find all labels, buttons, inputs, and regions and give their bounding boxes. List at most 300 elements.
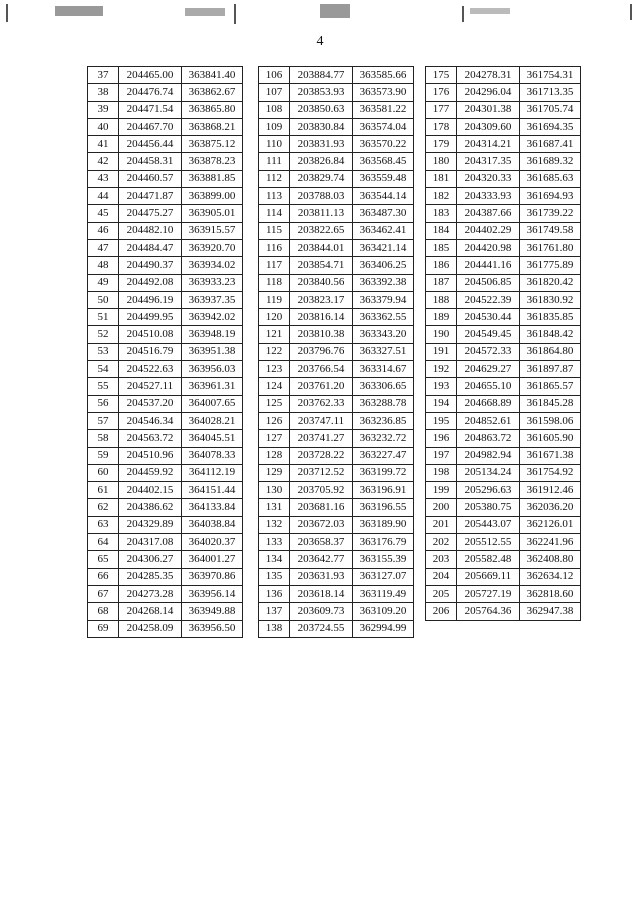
table-row — [88, 170, 243, 187]
x-coordinate-cell: 203658.37 — [290, 534, 353, 551]
x-coordinate-cell: 204320.33 — [457, 170, 520, 187]
point-number-cell: 39 — [88, 101, 119, 118]
table-row — [259, 170, 414, 187]
x-coordinate-cell: 204386.62 — [119, 499, 182, 516]
point-number-cell: 126 — [259, 412, 290, 429]
x-coordinate-cell: 204459.92 — [119, 464, 182, 481]
y-coordinate-cell: 362241.96 — [520, 534, 581, 551]
x-coordinate-cell: 204456.44 — [119, 136, 182, 153]
point-number-cell: 45 — [88, 205, 119, 222]
point-number-cell: 57 — [88, 412, 119, 429]
point-number-cell: 179 — [426, 136, 457, 153]
table-row — [259, 378, 414, 395]
y-coordinate-cell: 363559.48 — [353, 170, 414, 187]
y-coordinate-cell: 363585.66 — [353, 67, 414, 84]
y-coordinate-cell: 364028.21 — [182, 412, 243, 429]
scan-artifacts — [0, 0, 640, 28]
table-row — [259, 153, 414, 170]
point-number-cell: 131 — [259, 499, 290, 516]
point-number-cell: 53 — [88, 343, 119, 360]
y-coordinate-cell: 363127.07 — [353, 568, 414, 585]
point-number-cell: 199 — [426, 482, 457, 499]
table-row — [426, 222, 581, 239]
x-coordinate-cell: 204301.38 — [457, 101, 520, 118]
x-coordinate-cell: 204314.21 — [457, 136, 520, 153]
point-number-cell: 124 — [259, 378, 290, 395]
table-row — [259, 136, 414, 153]
x-coordinate-cell: 204506.85 — [457, 274, 520, 291]
point-number-cell: 107 — [259, 84, 290, 101]
y-coordinate-cell: 363327.51 — [353, 343, 414, 360]
table-row — [88, 395, 243, 412]
point-number-cell: 116 — [259, 239, 290, 256]
x-coordinate-cell: 203609.73 — [290, 603, 353, 620]
x-coordinate-cell: 205443.07 — [457, 516, 520, 533]
y-coordinate-cell: 363379.94 — [353, 291, 414, 308]
y-coordinate-cell: 364112.19 — [182, 464, 243, 481]
y-coordinate-cell: 363232.72 — [353, 430, 414, 447]
x-coordinate-cell: 203823.17 — [290, 291, 353, 308]
y-coordinate-cell: 361605.90 — [520, 430, 581, 447]
table-row — [426, 84, 581, 101]
point-number-cell: 178 — [426, 118, 457, 135]
y-coordinate-cell: 363899.00 — [182, 188, 243, 205]
table-row — [426, 361, 581, 378]
table-row — [426, 464, 581, 481]
table-row — [88, 551, 243, 568]
x-coordinate-cell: 204522.63 — [119, 361, 182, 378]
y-coordinate-cell: 364038.84 — [182, 516, 243, 533]
x-coordinate-cell: 203796.76 — [290, 343, 353, 360]
y-coordinate-cell: 363868.21 — [182, 118, 243, 135]
x-coordinate-cell: 205296.63 — [457, 482, 520, 499]
y-coordinate-cell: 363544.14 — [353, 188, 414, 205]
x-coordinate-cell: 204278.31 — [457, 67, 520, 84]
y-coordinate-cell: 363196.91 — [353, 482, 414, 499]
y-coordinate-cell: 363937.35 — [182, 291, 243, 308]
y-coordinate-cell: 361754.31 — [520, 67, 581, 84]
y-coordinate-cell: 363956.14 — [182, 585, 243, 602]
x-coordinate-cell: 204402.29 — [457, 222, 520, 239]
table-row — [259, 67, 414, 84]
x-coordinate-cell: 204484.47 — [119, 239, 182, 256]
coordinates-table-2 — [258, 66, 414, 638]
point-number-cell: 65 — [88, 551, 119, 568]
point-number-cell: 49 — [88, 274, 119, 291]
point-number-cell: 112 — [259, 170, 290, 187]
table-row — [426, 603, 581, 620]
y-coordinate-cell: 361775.89 — [520, 257, 581, 274]
point-number-cell: 122 — [259, 343, 290, 360]
y-coordinate-cell: 363392.38 — [353, 274, 414, 291]
x-coordinate-cell: 204499.95 — [119, 309, 182, 326]
x-coordinate-cell: 204420.98 — [457, 239, 520, 256]
y-coordinate-cell: 363288.78 — [353, 395, 414, 412]
table-row — [88, 568, 243, 585]
y-coordinate-cell: 363421.14 — [353, 239, 414, 256]
x-coordinate-cell: 204402.15 — [119, 482, 182, 499]
point-number-cell: 127 — [259, 430, 290, 447]
point-number-cell: 48 — [88, 257, 119, 274]
x-coordinate-cell: 204572.33 — [457, 343, 520, 360]
point-number-cell: 123 — [259, 361, 290, 378]
y-coordinate-cell: 364007.65 — [182, 395, 243, 412]
point-number-cell: 118 — [259, 274, 290, 291]
table-row — [259, 499, 414, 516]
point-number-cell: 56 — [88, 395, 119, 412]
table-row — [426, 430, 581, 447]
table-row — [259, 326, 414, 343]
table-row — [426, 239, 581, 256]
point-number-cell: 41 — [88, 136, 119, 153]
x-coordinate-cell: 204982.94 — [457, 447, 520, 464]
y-coordinate-cell: 363343.20 — [353, 326, 414, 343]
point-number-cell: 198 — [426, 464, 457, 481]
x-coordinate-cell: 203853.93 — [290, 84, 353, 101]
table-row — [426, 153, 581, 170]
y-coordinate-cell: 362994.99 — [353, 620, 414, 637]
x-coordinate-cell: 204460.57 — [119, 170, 182, 187]
x-coordinate-cell: 204273.28 — [119, 585, 182, 602]
table-row — [259, 205, 414, 222]
x-coordinate-cell: 203761.20 — [290, 378, 353, 395]
x-coordinate-cell: 203618.14 — [290, 585, 353, 602]
y-coordinate-cell: 363933.23 — [182, 274, 243, 291]
y-coordinate-cell: 361864.80 — [520, 343, 581, 360]
y-coordinate-cell: 361687.41 — [520, 136, 581, 153]
y-coordinate-cell: 363915.57 — [182, 222, 243, 239]
y-coordinate-cell: 363236.85 — [353, 412, 414, 429]
table-row — [426, 326, 581, 343]
point-number-cell: 60 — [88, 464, 119, 481]
table-row — [426, 170, 581, 187]
x-coordinate-cell: 204285.35 — [119, 568, 182, 585]
table-row — [88, 620, 243, 637]
point-number-cell: 177 — [426, 101, 457, 118]
point-number-cell: 200 — [426, 499, 457, 516]
x-coordinate-cell: 205134.24 — [457, 464, 520, 481]
x-coordinate-cell: 203810.38 — [290, 326, 353, 343]
y-coordinate-cell: 363199.72 — [353, 464, 414, 481]
y-coordinate-cell: 363155.39 — [353, 551, 414, 568]
point-number-cell: 134 — [259, 551, 290, 568]
y-coordinate-cell: 361749.58 — [520, 222, 581, 239]
point-number-cell: 184 — [426, 222, 457, 239]
table-row — [88, 291, 243, 308]
point-number-cell: 114 — [259, 205, 290, 222]
x-coordinate-cell: 204268.14 — [119, 603, 182, 620]
y-coordinate-cell: 363949.88 — [182, 603, 243, 620]
x-coordinate-cell: 203741.27 — [290, 430, 353, 447]
table-row — [426, 274, 581, 291]
y-coordinate-cell: 364151.44 — [182, 482, 243, 499]
point-number-cell: 203 — [426, 551, 457, 568]
point-number-cell: 130 — [259, 482, 290, 499]
y-coordinate-cell: 363970.86 — [182, 568, 243, 585]
table-row — [426, 568, 581, 585]
point-number-cell: 182 — [426, 188, 457, 205]
point-number-cell: 109 — [259, 118, 290, 135]
x-coordinate-cell: 204467.70 — [119, 118, 182, 135]
y-coordinate-cell: 361754.92 — [520, 464, 581, 481]
y-coordinate-cell: 363581.22 — [353, 101, 414, 118]
point-number-cell: 189 — [426, 309, 457, 326]
page-number: 4 — [316, 34, 324, 49]
y-coordinate-cell: 361835.85 — [520, 309, 581, 326]
table-row — [88, 430, 243, 447]
x-coordinate-cell: 203762.33 — [290, 395, 353, 412]
x-coordinate-cell: 203728.22 — [290, 447, 353, 464]
y-coordinate-cell: 363462.41 — [353, 222, 414, 239]
point-number-cell: 196 — [426, 430, 457, 447]
table-row — [259, 291, 414, 308]
table-row — [88, 136, 243, 153]
table-row — [259, 620, 414, 637]
x-coordinate-cell: 203681.16 — [290, 499, 353, 516]
x-coordinate-cell: 204490.37 — [119, 257, 182, 274]
table-row — [259, 568, 414, 585]
x-coordinate-cell: 203712.52 — [290, 464, 353, 481]
table-row — [88, 205, 243, 222]
x-coordinate-cell: 205582.48 — [457, 551, 520, 568]
y-coordinate-cell: 362408.80 — [520, 551, 581, 568]
y-coordinate-cell: 363920.70 — [182, 239, 243, 256]
table-row — [426, 101, 581, 118]
x-coordinate-cell: 203811.13 — [290, 205, 353, 222]
y-coordinate-cell: 363905.01 — [182, 205, 243, 222]
y-coordinate-cell: 364045.51 — [182, 430, 243, 447]
y-coordinate-cell: 363227.47 — [353, 447, 414, 464]
table-row — [259, 343, 414, 360]
y-coordinate-cell: 363865.80 — [182, 101, 243, 118]
point-number-cell: 175 — [426, 67, 457, 84]
table-row — [259, 84, 414, 101]
y-coordinate-cell: 363362.55 — [353, 309, 414, 326]
table-row — [88, 326, 243, 343]
x-coordinate-cell: 204510.08 — [119, 326, 182, 343]
point-number-cell: 111 — [259, 153, 290, 170]
table-row — [426, 447, 581, 464]
y-coordinate-cell: 363862.67 — [182, 84, 243, 101]
table-row — [259, 239, 414, 256]
point-number-cell: 176 — [426, 84, 457, 101]
point-number-cell: 68 — [88, 603, 119, 620]
y-coordinate-cell: 363109.20 — [353, 603, 414, 620]
table-row — [259, 585, 414, 602]
point-number-cell: 50 — [88, 291, 119, 308]
x-coordinate-cell: 203884.77 — [290, 67, 353, 84]
y-coordinate-cell: 363961.31 — [182, 378, 243, 395]
x-coordinate-cell: 204546.34 — [119, 412, 182, 429]
x-coordinate-cell: 204655.10 — [457, 378, 520, 395]
point-number-cell: 110 — [259, 136, 290, 153]
point-number-cell: 125 — [259, 395, 290, 412]
point-number-cell: 191 — [426, 343, 457, 360]
table-row — [426, 291, 581, 308]
point-number-cell: 181 — [426, 170, 457, 187]
table-row — [88, 101, 243, 118]
point-number-cell: 201 — [426, 516, 457, 533]
x-coordinate-cell: 204852.61 — [457, 412, 520, 429]
y-coordinate-cell: 361685.63 — [520, 170, 581, 187]
point-number-cell: 37 — [88, 67, 119, 84]
y-coordinate-cell: 362947.38 — [520, 603, 581, 620]
table-row — [259, 412, 414, 429]
x-coordinate-cell: 203724.55 — [290, 620, 353, 637]
x-coordinate-cell: 203705.92 — [290, 482, 353, 499]
table-row — [426, 205, 581, 222]
point-number-cell: 55 — [88, 378, 119, 395]
point-number-cell: 67 — [88, 585, 119, 602]
x-coordinate-cell: 204549.45 — [457, 326, 520, 343]
x-coordinate-cell: 203850.63 — [290, 101, 353, 118]
table-row — [259, 534, 414, 551]
y-coordinate-cell: 361671.38 — [520, 447, 581, 464]
y-coordinate-cell: 363573.90 — [353, 84, 414, 101]
x-coordinate-cell: 203831.93 — [290, 136, 353, 153]
point-number-cell: 47 — [88, 239, 119, 256]
y-coordinate-cell: 361830.92 — [520, 291, 581, 308]
point-number-cell: 120 — [259, 309, 290, 326]
point-number-cell: 64 — [88, 534, 119, 551]
x-coordinate-cell: 204317.08 — [119, 534, 182, 551]
y-coordinate-cell: 363875.12 — [182, 136, 243, 153]
table-row — [88, 482, 243, 499]
table-row — [88, 274, 243, 291]
point-number-cell: 52 — [88, 326, 119, 343]
y-coordinate-cell: 363942.02 — [182, 309, 243, 326]
y-coordinate-cell: 363878.23 — [182, 153, 243, 170]
y-coordinate-cell: 363956.03 — [182, 361, 243, 378]
y-coordinate-cell: 363956.50 — [182, 620, 243, 637]
point-number-cell: 186 — [426, 257, 457, 274]
y-coordinate-cell: 363196.55 — [353, 499, 414, 516]
table-row — [259, 188, 414, 205]
y-coordinate-cell: 363570.22 — [353, 136, 414, 153]
point-number-cell: 59 — [88, 447, 119, 464]
y-coordinate-cell: 361865.57 — [520, 378, 581, 395]
y-coordinate-cell: 363189.90 — [353, 516, 414, 533]
x-coordinate-cell: 203672.03 — [290, 516, 353, 533]
x-coordinate-cell: 205380.75 — [457, 499, 520, 516]
table-row — [426, 309, 581, 326]
y-coordinate-cell: 363314.67 — [353, 361, 414, 378]
x-coordinate-cell: 204306.27 — [119, 551, 182, 568]
y-coordinate-cell: 362634.12 — [520, 568, 581, 585]
point-number-cell: 136 — [259, 585, 290, 602]
table-row — [88, 516, 243, 533]
y-coordinate-cell: 363841.40 — [182, 67, 243, 84]
y-coordinate-cell: 361912.46 — [520, 482, 581, 499]
table-row — [426, 585, 581, 602]
x-coordinate-cell: 204333.93 — [457, 188, 520, 205]
table-row — [88, 343, 243, 360]
table-row — [259, 516, 414, 533]
y-coordinate-cell: 361820.42 — [520, 274, 581, 291]
table-row — [88, 499, 243, 516]
x-coordinate-cell: 204329.89 — [119, 516, 182, 533]
x-coordinate-cell: 204317.35 — [457, 153, 520, 170]
y-coordinate-cell: 364078.33 — [182, 447, 243, 464]
point-number-cell: 195 — [426, 412, 457, 429]
point-number-cell: 204 — [426, 568, 457, 585]
table-row — [88, 153, 243, 170]
table-row — [88, 412, 243, 429]
point-number-cell: 62 — [88, 499, 119, 516]
point-number-cell: 69 — [88, 620, 119, 637]
table-row — [88, 257, 243, 274]
y-coordinate-cell: 361713.35 — [520, 84, 581, 101]
table-row — [426, 551, 581, 568]
x-coordinate-cell: 204510.96 — [119, 447, 182, 464]
point-number-cell: 63 — [88, 516, 119, 533]
x-coordinate-cell: 204629.27 — [457, 361, 520, 378]
point-number-cell: 42 — [88, 153, 119, 170]
table-row — [426, 343, 581, 360]
x-coordinate-cell: 205512.55 — [457, 534, 520, 551]
x-coordinate-cell: 205764.36 — [457, 603, 520, 620]
point-number-cell: 115 — [259, 222, 290, 239]
point-number-cell: 190 — [426, 326, 457, 343]
x-coordinate-cell: 204465.00 — [119, 67, 182, 84]
y-coordinate-cell: 363176.79 — [353, 534, 414, 551]
x-coordinate-cell: 204296.04 — [457, 84, 520, 101]
table-row — [88, 361, 243, 378]
point-number-cell: 113 — [259, 188, 290, 205]
x-coordinate-cell: 204458.31 — [119, 153, 182, 170]
y-coordinate-cell: 363306.65 — [353, 378, 414, 395]
point-number-cell: 43 — [88, 170, 119, 187]
point-number-cell: 51 — [88, 309, 119, 326]
coordinates-table-3 — [425, 66, 581, 621]
y-coordinate-cell: 361845.28 — [520, 395, 581, 412]
table-row — [88, 239, 243, 256]
table-row — [259, 361, 414, 378]
point-number-cell: 40 — [88, 118, 119, 135]
x-coordinate-cell: 204258.09 — [119, 620, 182, 637]
x-coordinate-cell: 204496.19 — [119, 291, 182, 308]
table-row — [88, 188, 243, 205]
y-coordinate-cell: 361739.22 — [520, 205, 581, 222]
x-coordinate-cell: 203642.77 — [290, 551, 353, 568]
point-number-cell: 58 — [88, 430, 119, 447]
point-number-cell: 187 — [426, 274, 457, 291]
table-row — [426, 118, 581, 135]
point-number-cell: 138 — [259, 620, 290, 637]
table-row — [426, 257, 581, 274]
x-coordinate-cell: 204668.89 — [457, 395, 520, 412]
point-number-cell: 137 — [259, 603, 290, 620]
table-row — [426, 378, 581, 395]
table-row — [259, 274, 414, 291]
point-number-cell: 132 — [259, 516, 290, 533]
table-row — [426, 67, 581, 84]
y-coordinate-cell: 363948.19 — [182, 326, 243, 343]
point-number-cell: 133 — [259, 534, 290, 551]
x-coordinate-cell: 203747.11 — [290, 412, 353, 429]
table-row — [259, 482, 414, 499]
point-number-cell: 135 — [259, 568, 290, 585]
table-row — [426, 412, 581, 429]
table-row — [426, 516, 581, 533]
table-row — [88, 464, 243, 481]
table-row — [259, 395, 414, 412]
x-coordinate-cell: 204475.27 — [119, 205, 182, 222]
table-row — [88, 603, 243, 620]
table-row — [259, 101, 414, 118]
point-number-cell: 117 — [259, 257, 290, 274]
table-row — [88, 118, 243, 135]
